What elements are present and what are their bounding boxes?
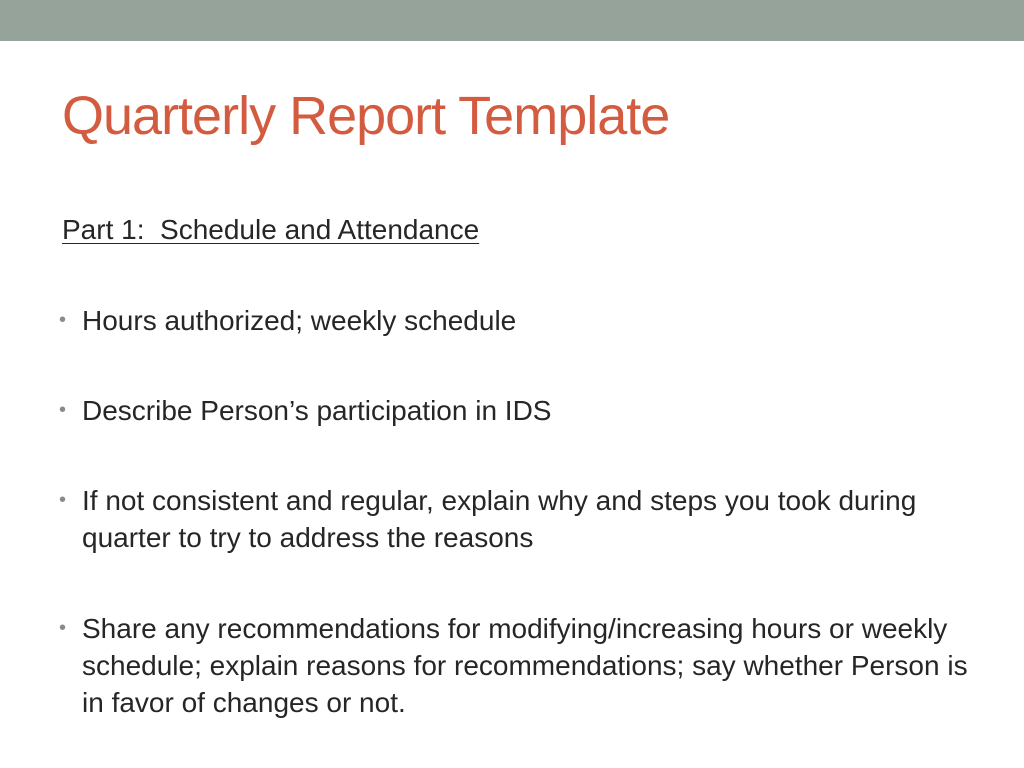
bullet-text: Share any recommendations for modifying/increasing hours or weekly schedule; explain reasons for recommendations; say whether Person is in favor of changes or not.: [82, 613, 968, 718]
top-accent-band: [0, 0, 1024, 41]
bullet-dot-icon: •: [59, 489, 67, 511]
bullet-text: Hours authorized; weekly schedule: [82, 305, 517, 336]
bullet-text: Describe Person’s participation in IDS: [82, 395, 552, 426]
bullet-dot-icon: •: [59, 617, 67, 639]
section-heading: Part 1: Schedule and Attendance: [62, 214, 480, 245]
slide-title: Quarterly Report Template: [62, 86, 670, 146]
bullet-dot-icon: •: [59, 399, 67, 421]
bullet-text: If not consistent and regular, explain why and steps you took during quarter to try to address the reasons: [82, 485, 917, 553]
bullet-dot-icon: •: [59, 309, 67, 331]
